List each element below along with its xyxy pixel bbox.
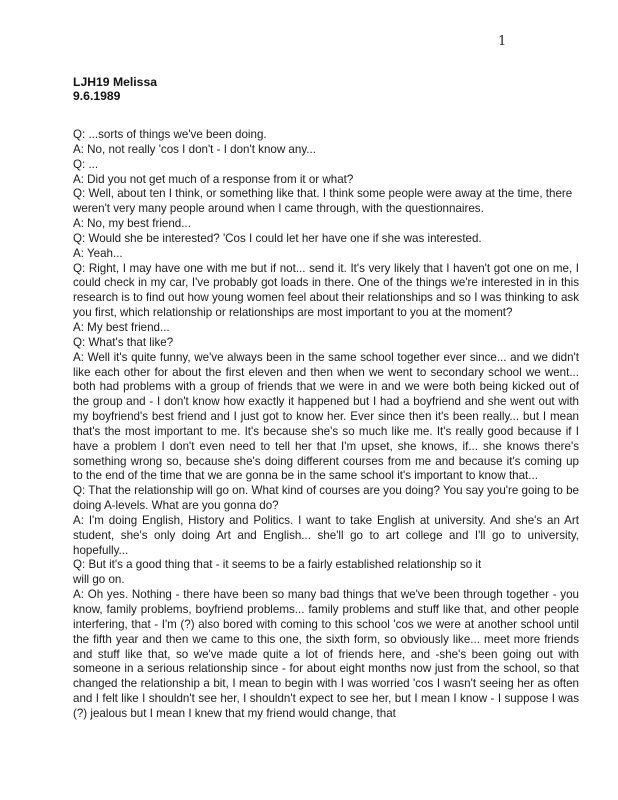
document-header bbox=[73, 76, 157, 103]
answer-turn: A: No, my best friend... bbox=[73, 217, 191, 231]
interview-title: LJH19 Melissa bbox=[73, 75, 158, 89]
page-number: 1 bbox=[498, 34, 507, 49]
question-turn: Q: That the relationship will go on. What kind of courses are you doing? You say you're going to be doing A-levels. What are you gonna do? bbox=[73, 484, 579, 513]
answer-turn: A: No, not really 'cos I don't - I don't know any... bbox=[73, 142, 316, 156]
question-turn: Q: ... bbox=[73, 157, 99, 171]
question-turn: Q: Would she be interested? 'Cos I could let her have one if she was interested. bbox=[73, 231, 482, 245]
question-turn: Q: What's that like? bbox=[73, 335, 174, 349]
transcript-body bbox=[73, 128, 579, 722]
question-turn-continuation: will go on. bbox=[73, 573, 125, 587]
question-turn: Q: Well, about ten I think, or something like that. I think some people were away at the time, there weren't very many people around when I came through, with the questionnaires. bbox=[73, 187, 573, 216]
answer-turn: A: Yeah... bbox=[73, 246, 123, 260]
answer-turn: A: Well it's quite funny, we've always been in the same school together ever since... and we didn't like each other for about the first eleven and then when we went to secondary school we went... both had problems with a group of friends that we were in and we were both being kicked out of the group and - I don't know how exactly it happened but I had a boyfriend and she went out with my boyfriend's best friend and I just got to know her. Ever since then it's been really... but I mean that's the most important to me. It's because she's so much like me. It's really good because if I have a problem I don't even need to tell her that I'm upset, she knows, if... she knows there's something wrong so, because she's doing different courses from me and because it's coming up to the end of the time that we are gonna be in the same school it's important to know that... bbox=[73, 350, 579, 483]
question-turn: Q: Right, I may have one with me but if not... send it. It's very likely that I haven't got one on me, I could check in my car, I've probably got loads in there. One of the things we're interested in in this research is to find out how young women feel about their relationships and so I was thinking to ask you first, which relationship or relationships are most important to you at the moment? bbox=[73, 261, 579, 320]
answer-turn: A: Did you not get much of a response from it or what? bbox=[73, 172, 354, 186]
answer-turn: A: Oh yes. Nothing - there have been so many bad things that we've been through together - you know, family problems, boyfriend problems... family problems and stuff like that, and other people interfering, that - I'm (?) also bored with coming to this school 'cos we were at another school until the fifth year and then we came to this one, the sixth form, so obviously like... meet more friends and stuff like that, so we've made quite a lot of friends here, and -she's been going out with someone in a serious relationship since - for about eight months now just from the school, so that changed the relationship a bit, I mean to begin with I was worried 'cos I wasn't seeing her as often and I felt like I shouldn't see her, I shouldn't expect to see her, but I mean I know - I suppose I was (?) jealous but I mean I knew that my friend would change, that bbox=[73, 588, 579, 720]
question-turn: Q: ...sorts of things we've been doing. bbox=[73, 128, 267, 141]
question-turn: Q: But it's a good thing that - it seems to be a fairly established relationship so it bbox=[73, 558, 482, 572]
interview-date: 9.6.1989 bbox=[73, 88, 121, 103]
answer-turn: A: I'm doing English, History and Politics. I want to take English at university. And she's an Art student, she's only doing Art and English... she'll go to art college and I'll go to university, hopefully... bbox=[73, 513, 579, 557]
answer-turn: A: My best friend... bbox=[73, 320, 170, 334]
